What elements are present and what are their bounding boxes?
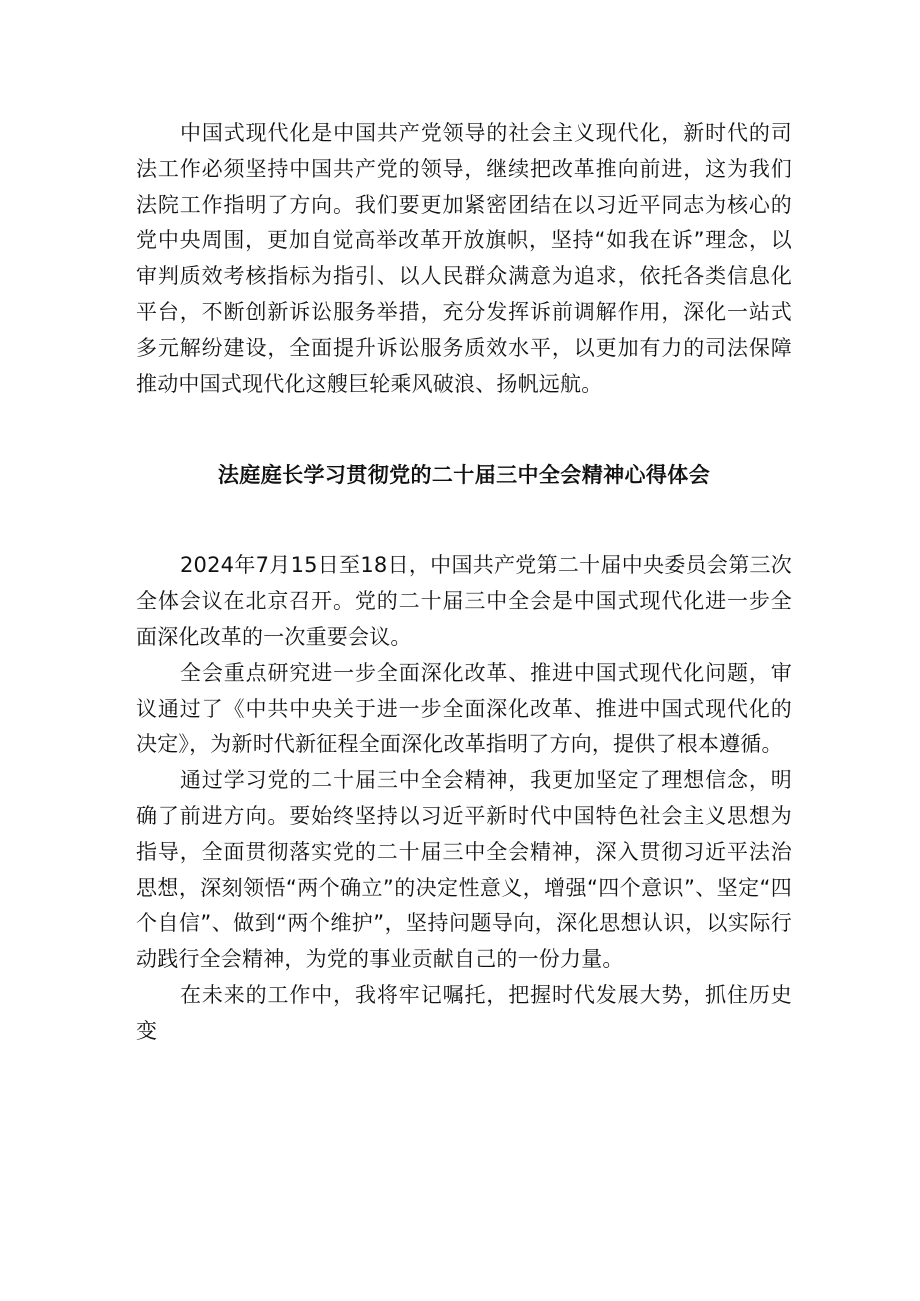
document-body	[136, 116, 792, 1050]
article-title: 法庭庭长学习贯彻党的二十届三中全会精神心得体会	[217, 463, 711, 488]
intro-paragraph: 中国式现代化是中国共产党领导的社会主义现代化，新时代的司法工作必须坚持中国共产党的领导，继续把改革推向前进，这为我们法院工作指明了方向。我们要更加紧密团结在以习近平同志为核心的党中央周围，更加自觉高举改革开放旗帜，坚持“如我在诉”理念，以审判质效考核指标为指引、以人民群众满意为追求，依托各类信息化平台，不断创新诉讼服务举措，充分发挥诉前调解作用，深化一站式多元解纷建设，全面提升诉讼服务质效水平，以更加有力的司法保障推动中国式现代化这艘巨轮乘风破浪、扬帆远航。	[136, 121, 792, 396]
spacer	[136, 493, 792, 548]
spacer	[136, 402, 792, 457]
body-paragraph-4: 在未来的工作中，我将牢记嘱托，把握时代发展大势，抓住历史变	[136, 982, 792, 1043]
body-paragraph-2: 全会重点研究进一步全面深化改革、推进中国式现代化问题，审议通过了《中共中央关于进一步全面深化改革、推进中国式现代化的决定》，为新时代新征程全面深化改革指明了方向，提供了根本遵循。	[136, 660, 792, 757]
body-paragraph-1: 2024年7月15日至18日，中国共产党第二十届中央委员会第三次全体会议在北京召开。党的二十届三中全会是中国式现代化进一步全面深化改革的一次重要会议。	[136, 553, 792, 649]
body-paragraph-3: 通过学习党的二十届三中全会精神，我更加坚定了理想信念，明确了前进方向。要始终坚持以习近平新时代中国特色社会主义思想为指导，全面贯彻落实党的二十届三中全会精神，深入贯彻习近平法治思想，深刻领悟“两个确立”的决定性意义，增强“四个意识”、坚定“四个自信”、做到“两个维护”，坚持问题导向，深化思想认识，以实际行动践行全会精神，为党的事业贡献自己的一份力量。	[136, 768, 792, 972]
